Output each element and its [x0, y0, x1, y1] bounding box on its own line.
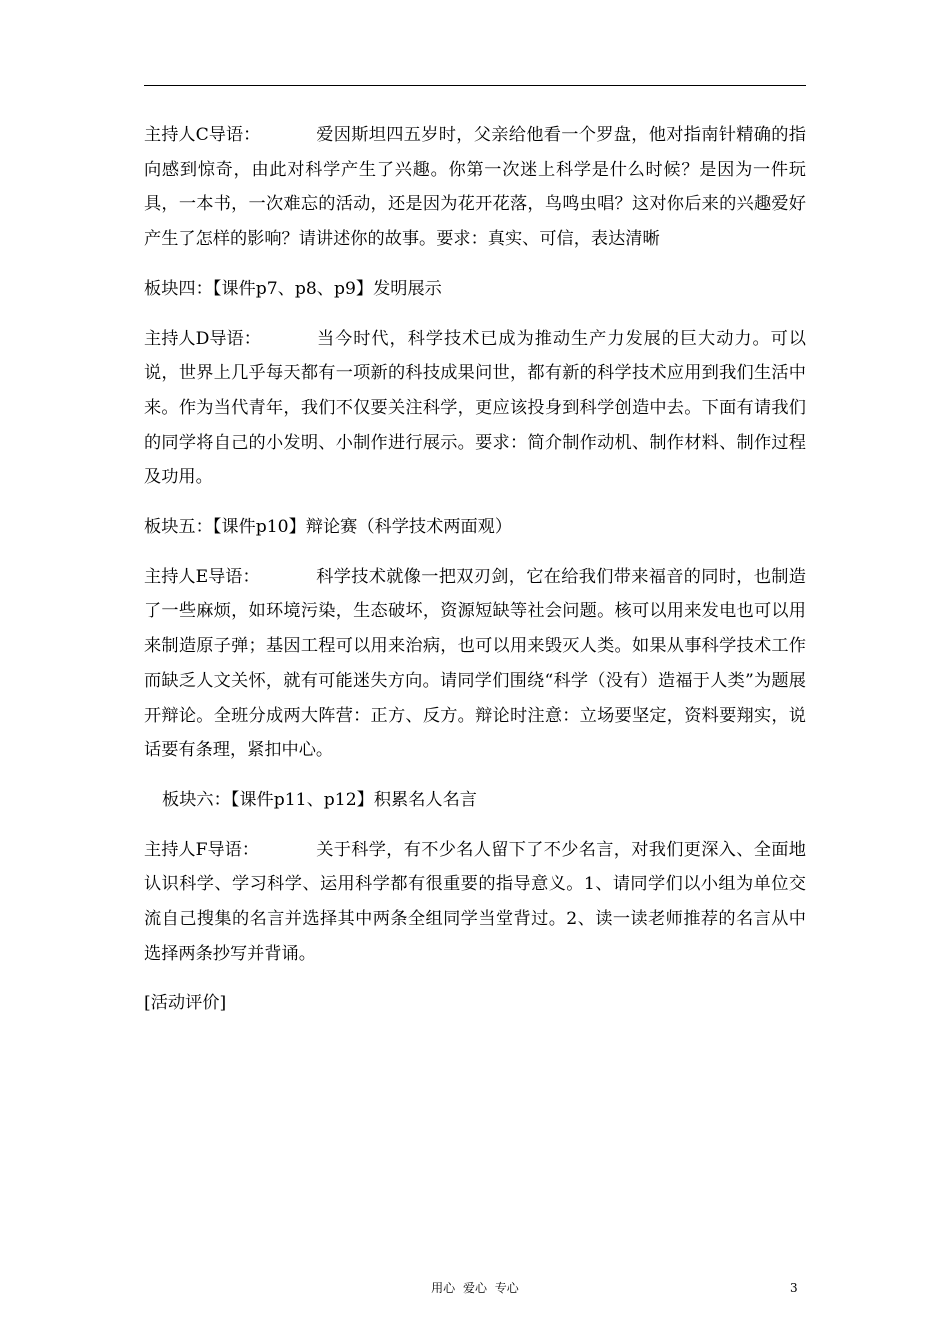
section-heading-5: 板块五：【课件p10】辩论赛（科学技术两面观） — [144, 517, 513, 538]
host-d-text: 当今时代，科学技术已成为推动生产力发展的巨大动力。可以说，世界上几乎每天都有一项新的科技成果问世，都有新的科学技术应用到我们生活中来。作为当代青年，我们不仅要关注科学，更应该投身到科学创造中去。下面有请我们的同学将自己的小发明、小制作进行展示。要求：简介制作动机、制作材料、制作过程及功用。 — [144, 328, 806, 488]
host-e-label: 主持人E导语： — [144, 566, 260, 587]
document-body — [144, 118, 806, 1036]
host-e-intro — [144, 560, 806, 768]
activity-evaluation-heading: [活动评价] — [144, 993, 227, 1014]
header-rule — [144, 85, 806, 86]
host-d-intro — [144, 322, 806, 496]
host-d-label: 主持人D导语： — [144, 328, 261, 349]
section-heading-4: 板块四：【课件p7、p8、p9】发明展示 — [144, 278, 442, 299]
host-c-label: 主持人C导语： — [144, 125, 261, 145]
page-number: 3 — [790, 1281, 798, 1295]
host-c-intro — [144, 118, 806, 257]
section-heading-6: 板块六：【课件p11、p12】积累名人名言 — [162, 789, 477, 810]
host-e-text: 科学技术就像一把双刃剑，它在给我们带来福音的同时，也制造了一些麻烦，如环境污染，生态破坏，资源短缺等社会问题。核可以用来发电也可以用来制造原子弹；基因工程可以用来治病，也可以用来毁灭人类。如果从事科学技术工作而缺乏人文关怀，就有可能迷失方向。请同学们围绕“科学（没有）造福于人类”为题展开辩论。全班分成两大阵营：正方、反方。辩论时注意：立场要坚定，资料要翔实，说话要有条理，紧扣中心。 — [144, 566, 806, 761]
host-f-label: 主持人F导语： — [144, 839, 260, 860]
host-f-text: 关于科学，有不少名人留下了不少名言，对我们更深入、全面地认识科学、学习科学、运用科学都有很重要的指导意义。1、请同学们以小组为单位交流自己搜集的名言并选择其中两条全组同学当堂背过。2、读一读老师推荐的名言从中选择两条抄写并背诵。 — [144, 839, 806, 964]
host-f-intro — [144, 833, 806, 972]
host-c-text: 爱因斯坦四五岁时，父亲给他看一个罗盘，他对指南针精确的指向感到惊奇，由此对科学产生了兴趣。你第一次迷上科学是什么时候？是因为一件玩具，一本书，一次难忘的活动，还是因为花开花落，鸟鸣虫唱？这对你后来的兴趣爱好产生了怎样的影响？请讲述你的故事。要求：真实、可信，表达清晰 — [144, 125, 806, 250]
footer-slogan: 用心 爱心 专心 — [431, 1281, 519, 1295]
